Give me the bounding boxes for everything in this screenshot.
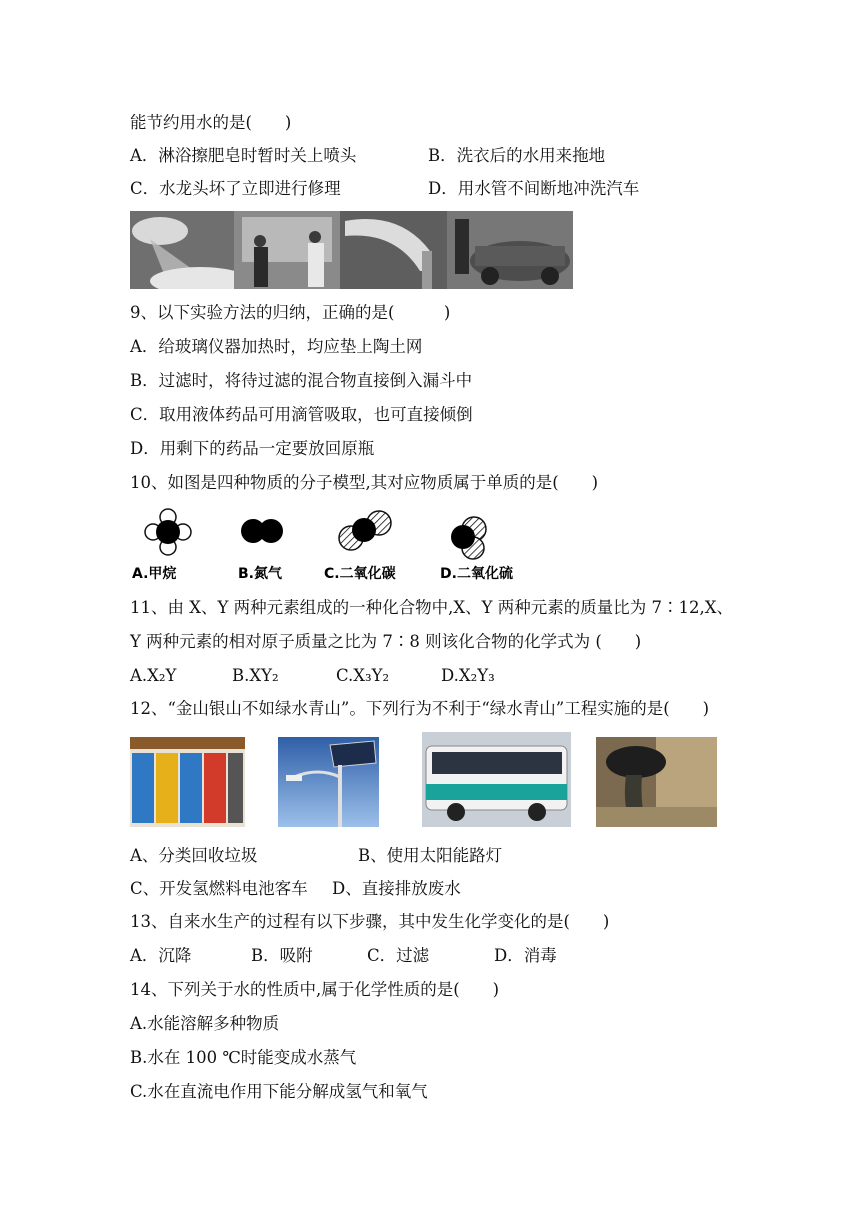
q12-option-a: A、分类回收垃圾 — [130, 846, 258, 865]
molecule-models — [130, 506, 530, 584]
hydrogen-bus-photo — [422, 732, 571, 827]
q9-option-c: C．取用液体药品可用滴管吸取，也可直接倾倒 — [130, 405, 473, 424]
q11-option-d: D.X₂Y₃ — [441, 666, 495, 685]
q8-option-d: D．用水管不间断地冲洗汽车 — [428, 179, 640, 198]
q14-option-c: C.水在直流电作用下能分解成氢气和氧气 — [130, 1082, 428, 1101]
q12-option-b: B、使用太阳能路灯 — [358, 846, 503, 865]
q13-option-d: D．消毒 — [494, 946, 557, 965]
q12-stem: 12、“金山银山不如绿水青山”。下列行为不利于“绿水青山”工程实施的是( ) — [130, 699, 710, 718]
q8-stem-tail: 能节约用水的是( ) — [130, 113, 292, 132]
molecule-label-a: A.甲烷 — [132, 566, 177, 582]
wastewater-discharge-photo — [596, 737, 717, 827]
q13-stem: 13、自来水生产的过程有以下步骤，其中发生化学变化的是( ) — [130, 912, 610, 931]
q9-option-d: D．用剩下的药品一定要放回原瓶 — [130, 439, 375, 458]
recycling-bins-photo — [130, 737, 245, 827]
nitrogen-model — [241, 519, 283, 543]
molecule-label-c: C.二氧化碳 — [324, 566, 396, 582]
q9-option-b: B．过滤时，将待过滤的混合物直接倒入漏斗中 — [130, 371, 473, 390]
q11-option-a: A.X₂Y — [130, 666, 177, 685]
q9-stem: 9、以下实验方法的归纳，正确的是( ) — [130, 303, 451, 322]
methane-model — [145, 509, 191, 555]
q11-option-c: C.X₃Y₂ — [336, 666, 390, 685]
q14-option-a: A.水能溶解多种物质 — [130, 1014, 280, 1033]
q13-option-b: B．吸附 — [251, 946, 313, 965]
sulfur-dioxide-model — [451, 517, 486, 559]
q8-photo-strip — [130, 211, 573, 289]
molecule-label-b: B.氮气 — [238, 566, 282, 582]
q8-option-a: A．淋浴擦肥皂时暂时关上喷头 — [130, 146, 357, 165]
q12-option-c: C、开发氢燃料电池客车 — [130, 879, 308, 898]
solar-streetlight-photo — [278, 737, 379, 827]
water-saving-photos — [130, 211, 573, 289]
q9-option-a: A．给玻璃仪器加热时，均应垫上陶土网 — [130, 337, 423, 356]
q11-option-b: B.XY₂ — [232, 666, 279, 685]
molecule-label-d: D.二氧化硫 — [440, 566, 513, 582]
q12-option-d: D、直接排放废水 — [332, 879, 461, 898]
q8-option-b: B．洗衣后的水用来拖地 — [428, 146, 606, 165]
q10-stem: 10、如图是四种物质的分子模型,其对应物质属于单质的是( ) — [130, 473, 599, 492]
q11-stem-line1: 11、由 X、Y 两种元素组成的一种化合物中,X、Y 两种元素的质量比为 7∶12,X、 — [130, 598, 733, 617]
carbon-dioxide-model — [339, 511, 391, 550]
q14-option-b: B.水在 100 ℃时能变成水蒸气 — [130, 1048, 357, 1067]
q11-stem-line2: Y 两种元素的相对原子质量之比为 7∶8 则该化合物的化学式为 ( ) — [130, 632, 642, 651]
q8-option-c: C．水龙头坏了立即进行修理 — [130, 179, 341, 198]
q13-option-a: A．沉降 — [130, 946, 192, 965]
q14-stem: 14、下列关于水的性质中,属于化学性质的是( ) — [130, 980, 500, 999]
q13-option-c: C．过滤 — [367, 946, 430, 965]
